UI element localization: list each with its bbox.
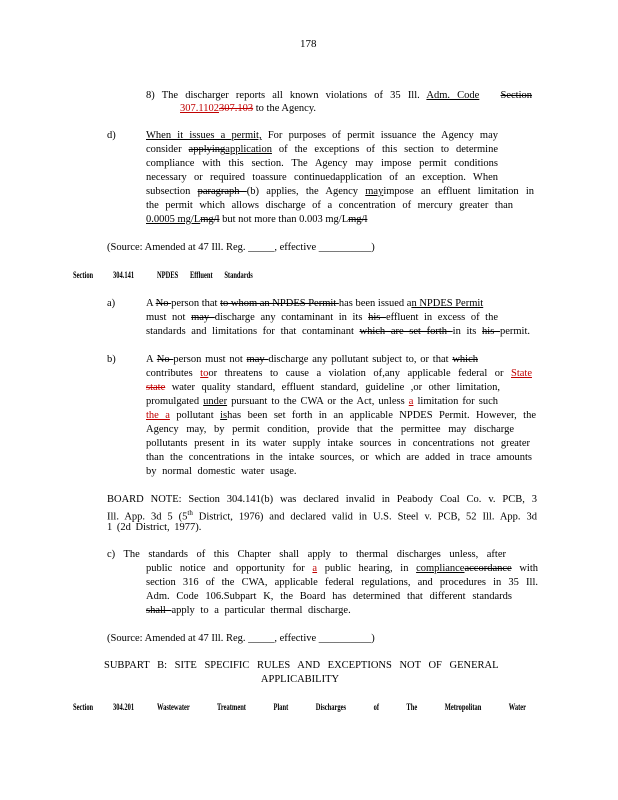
para-c-line2: public notice and opportunity for a public hearing, in complianceaccordance with [146,563,538,574]
section-304-201-title: Wastewater Treatment Plant Discharges of The Metropolitan Water [157,702,527,712]
subpart-heading-line1: SUBPART B: SITE SPECIFIC RULES AND EXCEPTIONS NOT OF GENERAL [104,660,499,671]
para-c-line5: shall apply to a particular thermal discharge. [146,605,351,616]
para-d-label: d) [107,130,116,141]
page-number: 178 [300,38,317,50]
para-b-line7: pollutants present in its water supply intake sources in concentrations not greater [146,438,530,449]
para-b-line1: A No person must not may discharge any pollutant subject to, or that which [146,354,478,365]
para-b-line3: state water quality standard, effluent standard, guideline ,or other limitation, [146,382,500,393]
para-d-line5: subsection paragraph (b) applies, the Agency mayimpose an effluent limitation in [146,186,534,197]
source-note-2: (Source: Amended at 47 Ill. Reg. _____, effective __________) [107,633,375,644]
para-b-line5: the a pollutant ishas been set forth in an applicable NPDES Permit. However, the [146,410,536,421]
section-304-141-title: NPDES Effluent Standards [157,270,253,280]
para-d-line1: When it issues a permit, For purposes of permit issuance the Agency may [146,130,499,141]
board-note-line1: BOARD NOTE: Section 304.141(b) was declared invalid in Peabody Coal Co. v. PCB, 3 [107,494,537,505]
para-b-line8: than the concentrations in the intake sources, or which are added in trace amounts [146,452,532,463]
item8-line1: 8) The discharger reports all known violations of 35 Ill. Adm. Code Section [146,90,533,101]
para-d-line4: necessary or required toassure continuedapplication of an exception. When [146,172,498,183]
section-304-201-num: Section [73,702,94,712]
para-b-line4: promulgated under pursuant to the CWA or the Act, unless a limitation for such [146,396,498,407]
item8-line2: 307.1102307.103 to the Agency. [180,103,317,114]
para-b-line9: by normal domestic water usage. [146,466,297,477]
source-note-1: (Source: Amended at 47 Ill. Reg. _____, effective __________) [107,242,375,253]
para-a-line3: standards and limitations for that contaminant which are set forth in its his permit. [146,326,530,337]
para-b-line2: contributes toor threatens to cause a violation of,any applicable federal or State [146,368,532,379]
para-a-line1: A No person that to whom an NPDES Permit has been issued an NPDES Permit [146,298,484,309]
para-c-line1: c) The standards of this Chapter shall apply to thermal discharges unless, after [107,549,506,560]
para-d-line3: compliance with this section. The Agency may impose permit conditions [146,158,498,169]
board-note-line2: Ill. App. 3d 5 (5th District, 1976) and declared valid in U.S. Steel v. PCB, 52 Ill. App. 3d [107,509,537,523]
subpart-heading-line2: APPLICABILITY [260,674,340,685]
para-d-line2: consider applyingapplication of the exceptions of this section to determine [146,144,498,155]
para-b-line6: Agency may, by permit condition, provide that the permittee may discharge [146,424,514,435]
para-a-label: a) [107,298,116,309]
section-304-141-num: Section [73,270,94,280]
para-a-line2: must not may discharge any contaminant in its his effluent in excess of the [146,312,499,323]
para-d-line7: 0.0005 mg/Lmg/l but not more than 0.003 mg/Lmg/l [146,214,368,225]
para-c-line3: section 316 of the CWA, applicable federal regulations, and procedures in 35 Ill. [146,577,538,588]
section-304-141-id: 304.141 [113,270,135,280]
section-304-201-id: 304.201 [113,702,135,712]
para-d-line6: the permit which allows discharge of a concentration of mercury greater than [146,200,513,211]
para-b-label: b) [107,354,116,365]
para-c-line4: Adm. Code 106.Subpart K, the Board has determined that different standards [146,591,512,602]
board-note-line3: 1 (2d District, 1977). [107,522,202,533]
